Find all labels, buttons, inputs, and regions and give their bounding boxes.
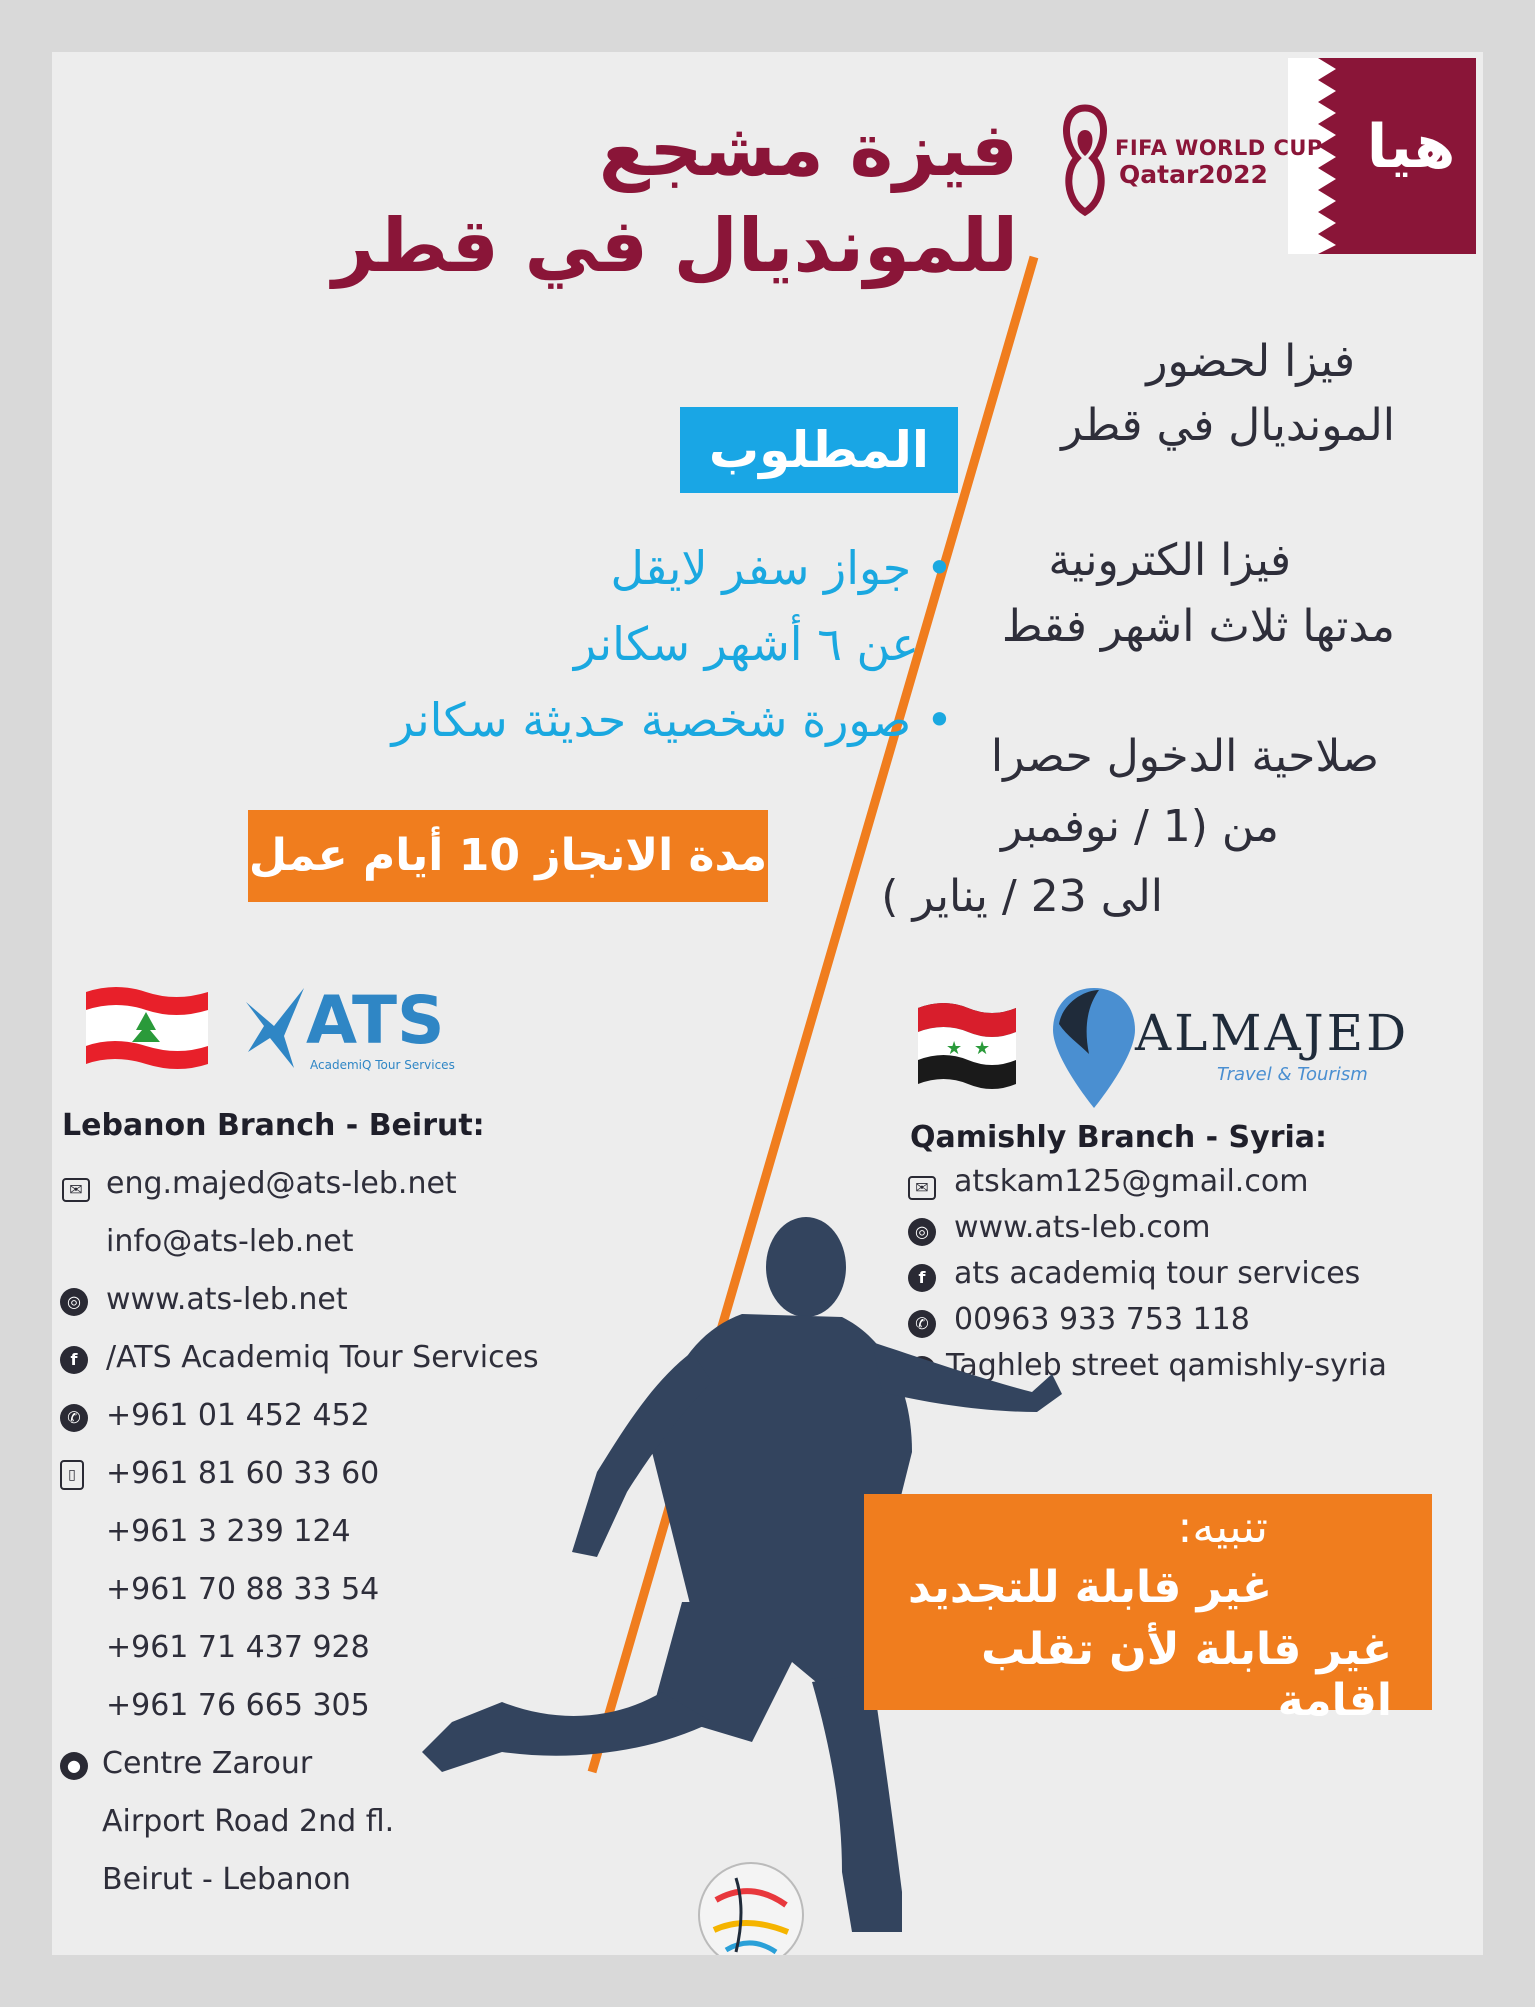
notice-box [864, 1494, 1432, 1726]
poster [52, 52, 1483, 1955]
requirement-item-photo: • صورة شخصية حديثة سكانر [391, 693, 953, 747]
phone-icon: ✆ [908, 1310, 936, 1338]
evisa-line-2: مدتها ثلاث اشهر فقط [1001, 601, 1395, 652]
syria-email[interactable]: atskam125@gmail.com [954, 1164, 1309, 1199]
notice-line-1: غير قابلة للتجديد [907, 1562, 1272, 1613]
lebanon-mobile-3[interactable]: +961 70 88 33 54 [106, 1572, 380, 1607]
validity-line-1: صلاحية الدخول حصرا [990, 731, 1379, 782]
facebook-icon: f [908, 1264, 936, 1292]
title-line-2: للمونديال في قطر [332, 203, 1018, 289]
svg-text:★: ★ [974, 1038, 991, 1059]
notice-line-2: غير قابلة لأن تقلب اقامة [981, 1624, 1392, 1726]
facebook-icon: f [60, 1346, 88, 1374]
notice-title: تنبيه: [1177, 1502, 1268, 1553]
almajed-logo-subtitle: Travel & Tourism [1217, 1064, 1368, 1085]
mobile-icon: ▯ [60, 1460, 84, 1490]
ats-logo-subtitle: AcademiQ Tour Services [310, 1058, 455, 1072]
hayya-label: هيا [1366, 112, 1456, 182]
validity-line-2: من (1 / نوفمبر [1000, 801, 1279, 852]
syria-facebook[interactable]: ats academiq tour services [954, 1256, 1361, 1291]
location-icon: ● [60, 1752, 88, 1780]
requirement-item-passport-cont: عن ٦ أشهر سكانر [573, 617, 919, 671]
syria-address: Taghleb street qamishly-syria [946, 1348, 1387, 1383]
validity-line-3: الى 23 / يناير ) [881, 871, 1163, 922]
football-ball-icon [696, 1860, 806, 1955]
syria-website[interactable]: www.ats-leb.com [954, 1210, 1211, 1245]
lebanon-address-1: Centre Zarour [102, 1746, 313, 1781]
wc-subtitle: Qatar2022 [1119, 160, 1268, 189]
visa-line-2: المونديال في قطر [1061, 400, 1395, 451]
svg-text:★: ★ [946, 1038, 963, 1059]
lebanon-email-1[interactable]: eng.majed@ats-leb.net [106, 1166, 457, 1201]
envelope-icon: ✉ [908, 1176, 936, 1200]
requirement-item-passport: • جواز سفر لايقل [610, 541, 953, 595]
lebanon-website[interactable]: www.ats-leb.net [106, 1282, 348, 1317]
envelope-icon: ✉ [62, 1178, 90, 1202]
lebanon-mobile-4[interactable]: +961 71 437 928 [106, 1630, 370, 1665]
lebanon-email-2[interactable]: info@ats-leb.net [106, 1224, 354, 1259]
almajed-logo-text: ALMAJED [1135, 1004, 1410, 1062]
lebanon-facebook[interactable]: /ATS Academiq Tour Services [106, 1340, 539, 1375]
ats-logo-text: ATS [306, 982, 445, 1059]
lebanon-address-3: Beirut - Lebanon [102, 1862, 351, 1897]
lebanon-mobile-1[interactable]: +961 81 60 33 60 [106, 1456, 380, 1491]
lebanon-phone[interactable]: +961 01 452 452 [106, 1398, 370, 1433]
evisa-line-1: فيزا الكترونية [1048, 535, 1291, 586]
lebanon-address-2: Airport Road 2nd fl. [102, 1804, 395, 1839]
visa-line-1: فيزا لحضور [1146, 336, 1355, 387]
syria-branch-title: Qamishly Branch - Syria: [910, 1120, 1328, 1155]
syria-phone[interactable]: 00963 933 753 118 [954, 1302, 1250, 1337]
lebanon-mobile-2[interactable]: +961 3 239 124 [106, 1514, 351, 1549]
title-line-1: فيزة مشجع [598, 107, 1018, 193]
requirements-heading: المطلوب [680, 407, 958, 493]
globe-icon: ◎ [908, 1218, 936, 1246]
lebanon-mobile-5[interactable]: +961 76 665 305 [106, 1688, 370, 1723]
phone-icon: ✆ [60, 1404, 88, 1432]
wc-title: FIFA WORLD CUP [1115, 136, 1323, 160]
globe-icon: ◎ [60, 1288, 88, 1316]
lebanon-branch-title: Lebanon Branch - Beirut: [62, 1108, 485, 1143]
duration-badge: مدة الانجاز 10 أيام عمل [248, 810, 768, 902]
